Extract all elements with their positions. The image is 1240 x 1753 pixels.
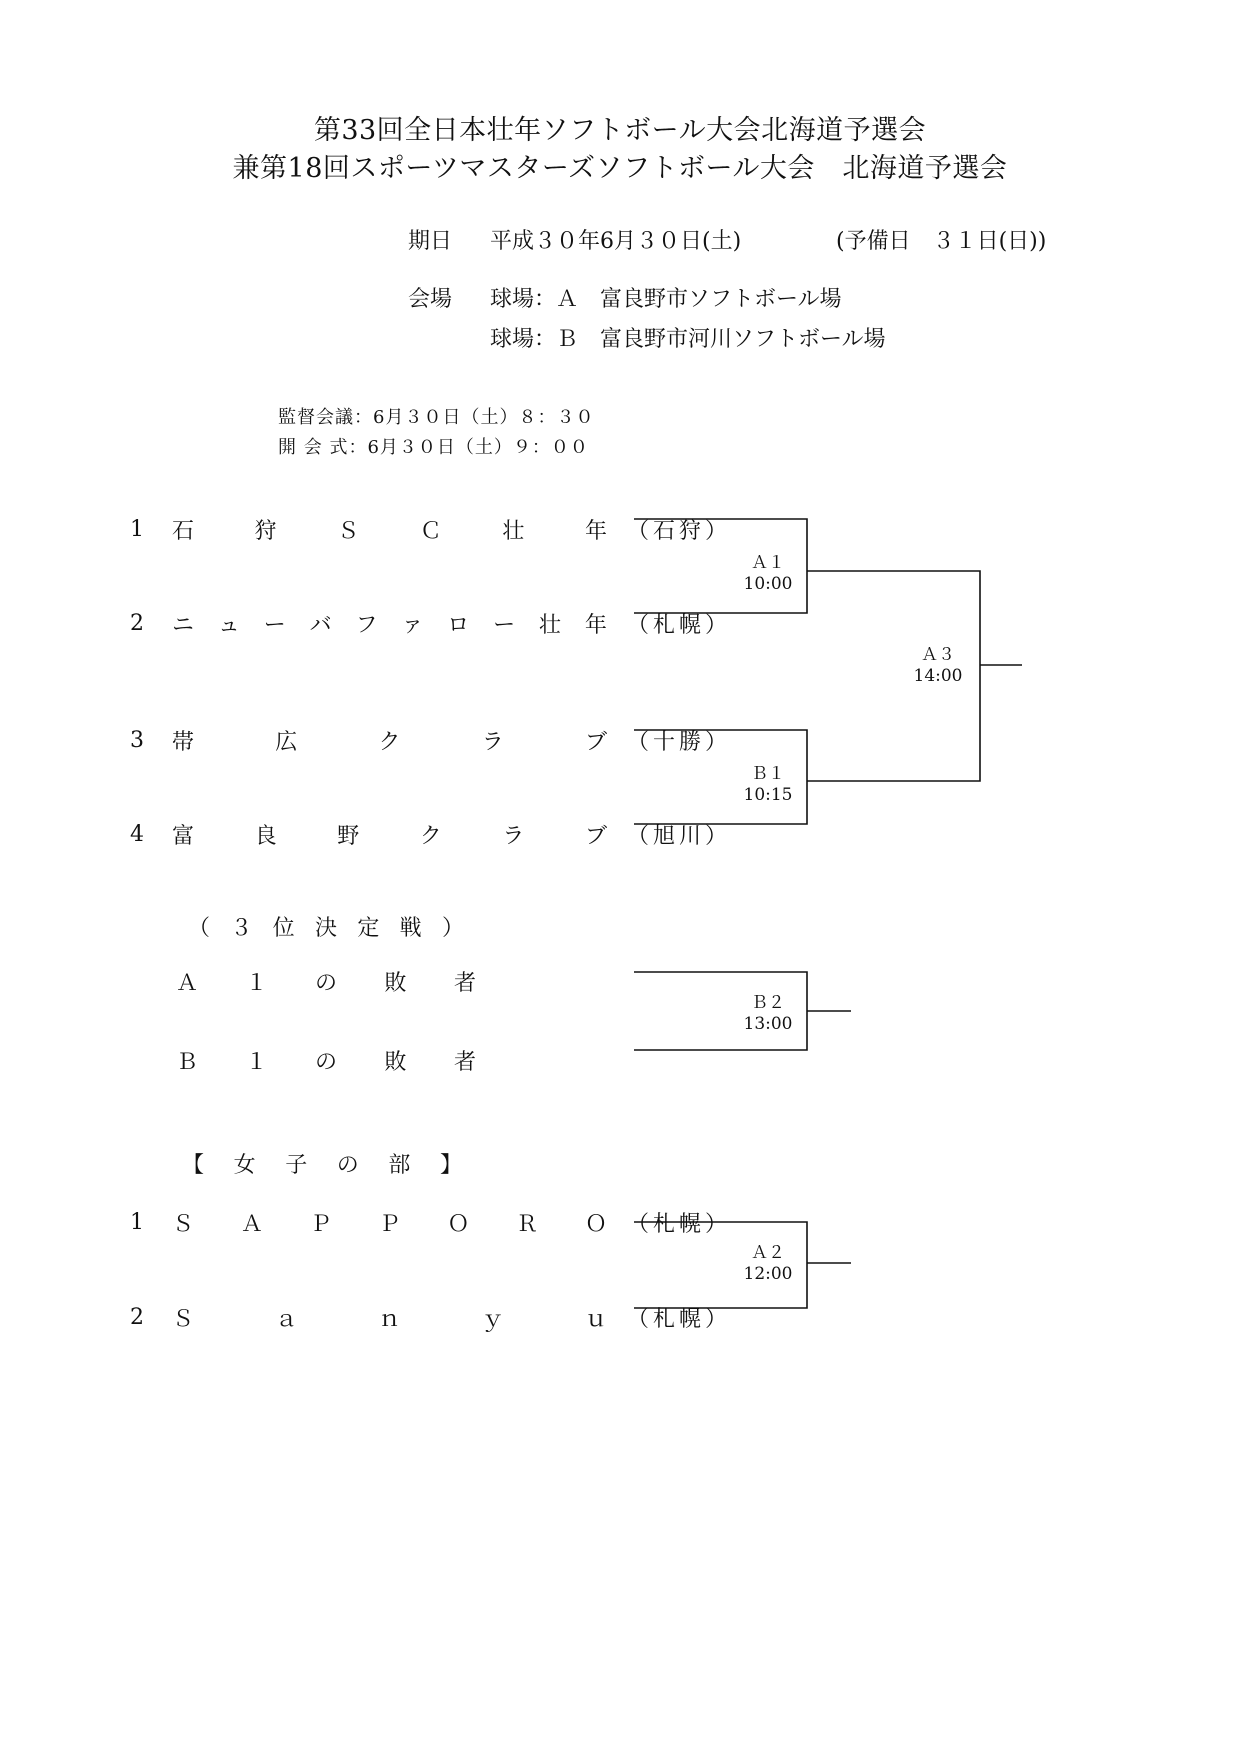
match-time: 12:00 <box>743 1264 793 1284</box>
team-region: （ 石 狩 ） <box>627 519 727 544</box>
team-number: 2 <box>130 611 144 636</box>
team-name: Ｓ ａ ｎ ｙ ｕ <box>172 1307 607 1332</box>
bracket-line-b2 <box>634 972 807 1050</box>
team-region: （ 札 幌 ） <box>627 1307 727 1332</box>
team-name: ニ ュ ー バ フ ァ ロ ー 壮 年 <box>172 613 607 638</box>
team-number: 1 <box>130 1210 144 1235</box>
match-code: Ａ２ <box>751 1243 785 1263</box>
bracket-line-a3 <box>807 571 980 781</box>
meeting-time: 監督会議：6月３０日（土）８：３０ <box>278 407 595 428</box>
match-time: 14:00 <box>913 666 963 686</box>
date-label: 期日 <box>408 229 453 254</box>
bracket-line-b1 <box>634 730 807 824</box>
team-region: （ 旭 川 ） <box>627 824 727 849</box>
match-code: Ａ３ <box>921 645 955 665</box>
team-name: Ｓ Ａ Ｐ Ｐ Ｏ Ｒ Ｏ <box>172 1212 607 1237</box>
match-code: Ｂ２ <box>751 993 785 1013</box>
page-title: 第33回全日本壮年ソフトボール大会北海道予選会 <box>313 115 927 146</box>
match-code: Ａ１ <box>751 553 785 573</box>
team-region: （ 十 勝 ） <box>627 730 727 755</box>
team-number: 3 <box>130 728 144 753</box>
venue-b: 球場：Ｂ 富良野市河川ソフトボール場 <box>490 327 886 352</box>
team-name: 石 狩 Ｓ Ｃ 壮 年 <box>172 519 607 544</box>
venue-label: 会場 <box>408 287 453 312</box>
opening-time: 開 会 式：6月３０日（土）９：００ <box>278 437 589 458</box>
team-name: 富 良 野 ク ラ ブ <box>172 824 607 849</box>
match-time: 10:00 <box>743 574 793 594</box>
reserve-date: (予備日 ３１日(日)) <box>836 229 1047 254</box>
women-heading: 【 女 子 の 部 】 <box>182 1153 462 1178</box>
team-number: 2 <box>130 1305 144 1330</box>
third-place-heading: （ ３ 位 決 定 戦 ） <box>188 916 464 941</box>
third-place-entry: Ａ １ の 敗 者 <box>176 971 476 996</box>
match-time: 10:15 <box>743 785 793 805</box>
team-name: 帯 広 ク ラ ブ <box>172 730 607 755</box>
page-subtitle: 兼第18回スポーツマスターズソフトボール大会 北海道予選会 <box>232 153 1008 184</box>
match-time: 13:00 <box>743 1014 793 1034</box>
team-region: （ 札 幌 ） <box>627 613 727 638</box>
match-code: Ｂ１ <box>751 764 785 784</box>
venue-a: 球場：Ａ 富良野市ソフトボール場 <box>490 287 842 312</box>
third-place-entry: Ｂ １ の 敗 者 <box>176 1050 476 1075</box>
bracket-line-a1 <box>634 519 807 613</box>
date-value: 平成３０年6月３０日(土) <box>490 229 742 254</box>
bracket-line-a2 <box>634 1222 807 1308</box>
team-number: 1 <box>130 517 144 542</box>
team-region: （ 札 幌 ） <box>627 1212 727 1237</box>
team-number: 4 <box>130 822 144 847</box>
